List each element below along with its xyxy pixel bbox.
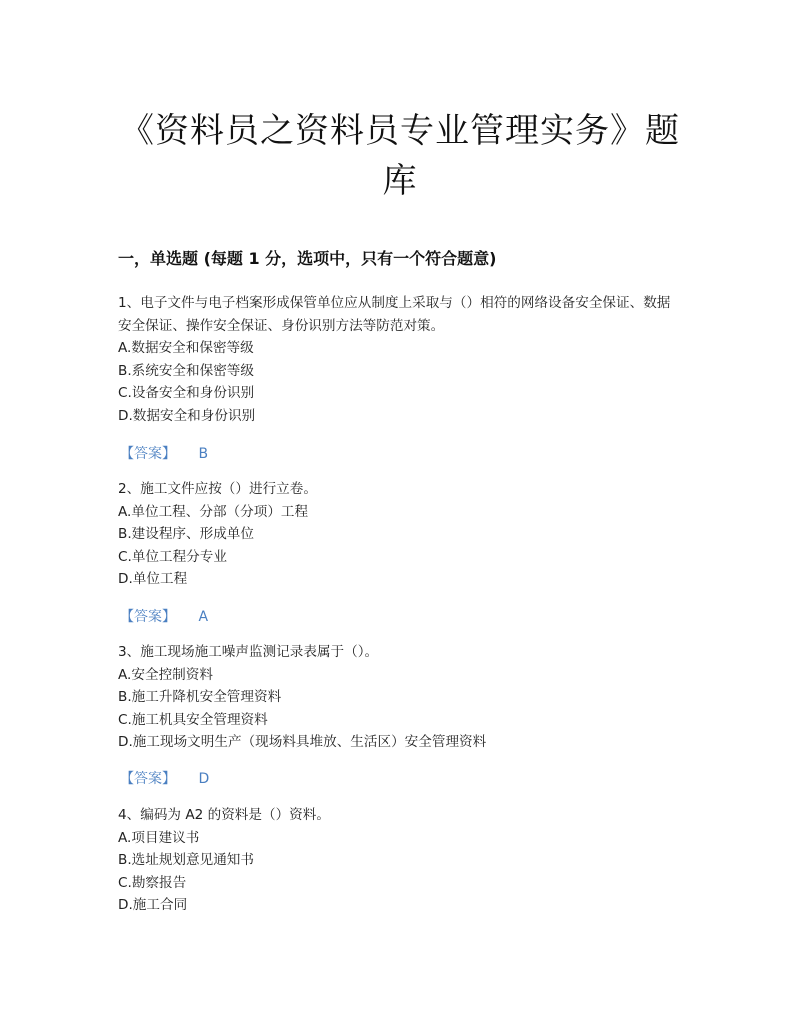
option-b: B.选址规划意见通知书 [118,852,254,868]
option-a: A.项目建议书 [118,829,200,846]
question-1 [118,292,678,427]
answer-value: A [198,609,209,625]
answer-label: 【答案】 [120,446,176,462]
question-2 [118,478,678,591]
question-4 [118,804,678,917]
option-c: C.施工机具安全管理资料 [118,711,268,728]
question-stem: 3、施工现场施工噪声监测记录表属于（）。 [118,644,379,660]
option-a: A.数据安全和保密等级 [118,340,254,356]
option-a: A.单位工程、分部（分项）工程 [118,503,309,520]
option-a: A.安全控制资料 [118,666,213,683]
question-3 [118,641,678,754]
question-stem: 2、施工文件应按（）进行立卷。 [118,481,317,497]
option-d: D.数据安全和身份识别 [118,407,256,424]
option-c: C.单位工程分专业 [118,548,227,565]
section-heading: 一，单选题 (每题 1 分，选项中，只有一个符合题意) [118,249,497,268]
option-c: C.设备安全和身份识别 [118,385,255,401]
answer-label: 【答案】 [120,771,176,787]
answer-value: D [198,771,210,787]
answer-value: B [198,446,209,462]
option-b: B.建设程序、形成单位 [118,526,254,542]
option-d: D.施工现场文明生产（现场料具堆放、生活区）安全管理资料 [118,734,487,750]
answer-2 [120,606,208,626]
document-title: 《资料员之资料员专业管理实务》题库 [120,111,680,201]
question-stem: 1、电子文件与电子档案形成保管单位应从制度上采取与（）相符的网络设备安全保证、数据安全保证、操作安全保证、身份识别方法等防范对策。 [118,295,671,334]
option-b: B.施工升降机安全管理资料 [118,689,282,705]
answer-1 [120,443,208,463]
option-d: D.施工合同 [118,897,188,913]
answer-label: 【答案】 [120,609,176,625]
option-b: B.系统安全和保密等级 [118,362,254,379]
option-d: D.单位工程 [118,571,188,587]
question-stem: 4、编码为 A2 的资料是（）资料。 [118,807,330,823]
answer-3 [120,768,209,788]
option-c: C.勘察报告 [118,874,187,891]
